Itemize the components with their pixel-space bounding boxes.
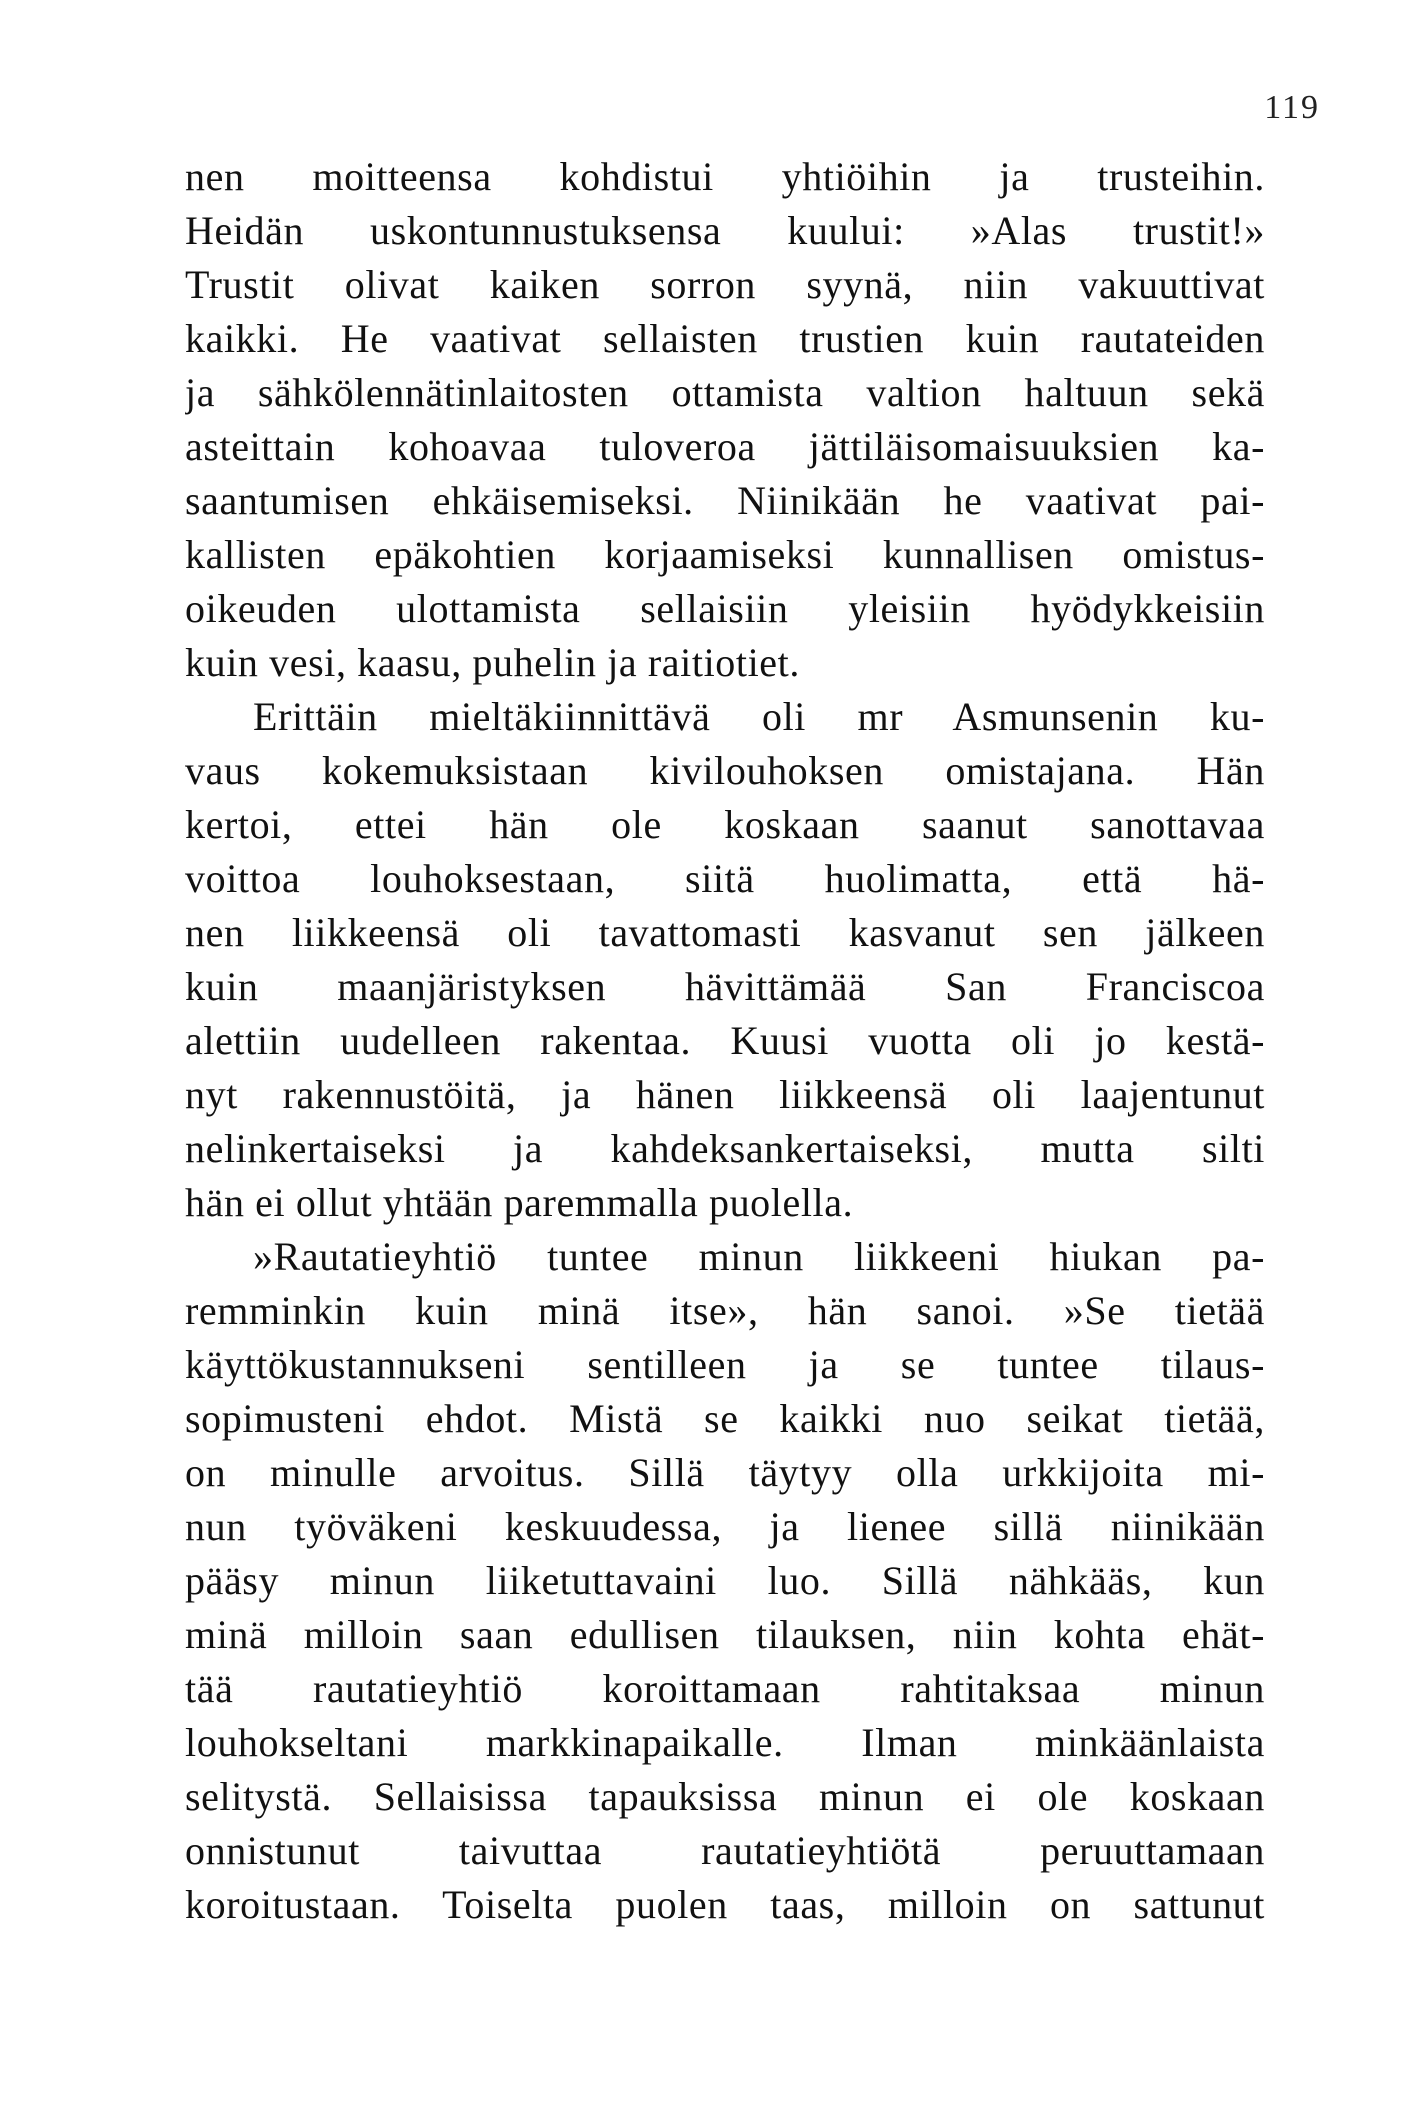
text-line: koroitustaan. Toiselta puolen taas, milloin on sattunut	[185, 1882, 1265, 1927]
text-line: Trustit olivat kaiken sorron syynä, niin vakuuttivat	[185, 262, 1265, 307]
text-line: nen liikkeensä oli tavattomasti kasvanut sen jälkeen	[185, 910, 1265, 955]
text-line: nyt rakennustöitä, ja hänen liikkeensä oli laajentunut	[185, 1072, 1265, 1117]
text-line: pääsy minun liiketuttavaini luo. Sillä nähkääs, kun	[185, 1558, 1265, 1603]
text-line: on minulle arvoitus. Sillä täytyy olla urkkijoita mi-	[185, 1450, 1265, 1495]
text-line: alettiin uudelleen rakentaa. Kuusi vuotta oli jo kestä-	[185, 1018, 1265, 1063]
text-line: vaus kokemuksistaan kivilouhoksen omistajana. Hän	[185, 748, 1265, 793]
page-number: 119	[1264, 89, 1320, 126]
text-line: käyttökustannukseni sentilleen ja se tuntee tilaus-	[185, 1342, 1265, 1387]
text-line: voittoa louhoksestaan, siitä huolimatta, että hä-	[185, 856, 1265, 901]
text-line: hän ei ollut yhtään paremmalla puolella.	[185, 1180, 854, 1225]
text-line: nelinkertaiseksi ja kahdeksankertaiseksi, mutta silti	[185, 1126, 1265, 1171]
text-line: kuin vesi, kaasu, puhelin ja raitiotiet.	[185, 640, 800, 685]
text-line: Erittäin mieltäkiinnittävä oli mr Asmunsenin ku-	[253, 694, 1265, 739]
text-line: Heidän uskontunnustuksensa kuului: »Alas trustit!»	[185, 208, 1265, 253]
text-line: nun työväkeni keskuudessa, ja lienee sillä niinikään	[185, 1504, 1265, 1549]
text-line: »Rautatieyhtiö tuntee minun liikkeeni hiukan pa-	[253, 1234, 1265, 1279]
text-line: kallisten epäkohtien korjaamiseksi kunnallisen omistus-	[185, 532, 1265, 577]
text-line: minä milloin saan edullisen tilauksen, niin kohta ehät-	[185, 1612, 1265, 1657]
text-line: oikeuden ulottamista sellaisiin yleisiin hyödykkeisiin	[185, 586, 1265, 631]
text-line: kuin maanjäristyksen hävittämää San Franciscoa	[185, 964, 1265, 1009]
text-line: selitystä. Sellaisissa tapauksissa minun ei ole koskaan	[185, 1774, 1265, 1819]
text-line: asteittain kohoavaa tuloveroa jättiläisomaisuuksien ka-	[185, 424, 1265, 469]
text-line: kaikki. He vaativat sellaisten trustien kuin rautateiden	[185, 316, 1265, 361]
text-line: onnistunut taivuttaa rautatieyhtiötä peruuttamaan	[185, 1828, 1265, 1873]
text-line: sopimusteni ehdot. Mistä se kaikki nuo seikat tietää,	[185, 1396, 1265, 1441]
text-line: louhokseltani markkinapaikalle. Ilman minkäänlaista	[185, 1720, 1265, 1765]
body-text	[185, 150, 1265, 1932]
text-line: nen moitteensa kohdistui yhtiöihin ja trusteihin.	[185, 154, 1265, 199]
text-line: saantumisen ehkäisemiseksi. Niinikään he vaativat pai-	[185, 478, 1265, 523]
text-line: remminkin kuin minä itse», hän sanoi. »Se tietää	[185, 1288, 1265, 1333]
text-line: tää rautatieyhtiö koroittamaan rahtitaksaa minun	[185, 1666, 1265, 1711]
text-line: ja sähkölennätinlaitosten ottamista valtion haltuun sekä	[185, 370, 1265, 415]
text-line: kertoi, ettei hän ole koskaan saanut sanottavaa	[185, 802, 1265, 847]
